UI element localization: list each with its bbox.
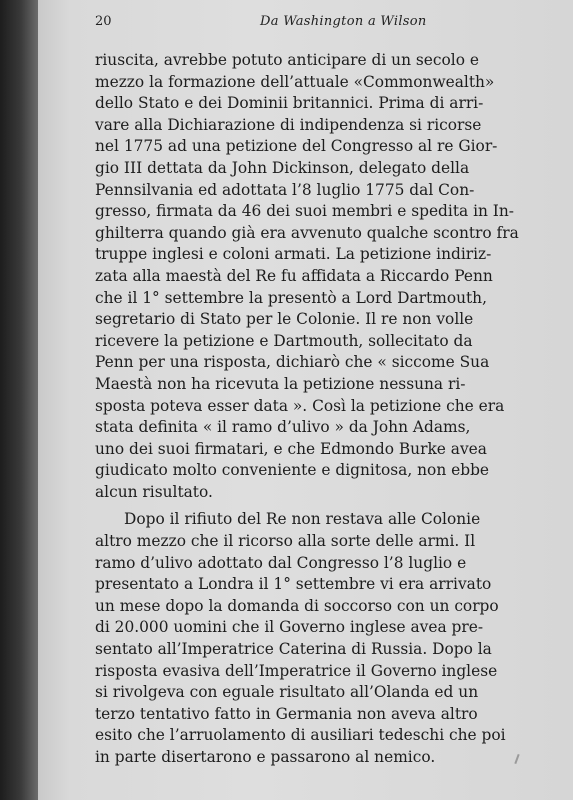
text-line: gresso, firmata da 46 dei suoi membri e spedita in In- — [95, 202, 514, 221]
text-line: vare alla Dichiarazione di indipendenza si ricorse — [95, 115, 482, 134]
text-line: stata definita « il ramo d’ulivo » da John Adams, — [95, 418, 471, 437]
text-line: dello Stato e dei Dominii britannici. Prima di arri- — [95, 94, 484, 113]
text-line: nel 1775 ad una petizione del Congresso al re Gior- — [95, 137, 498, 156]
page-number: 20 — [95, 14, 112, 29]
paragraph-1 — [95, 50, 535, 503]
text-line: risposta evasiva dell’Imperatrice il Governo inglese — [95, 661, 498, 680]
text-line: terzo tentativo fatto in Germania non aveva altro — [95, 704, 478, 723]
body-text — [95, 50, 535, 769]
text-line: sentato all’Imperatrice Caterina di Russia. Dopo la — [95, 640, 492, 659]
text-line: segretario di Stato per le Colonie. Il re non volle — [95, 310, 474, 329]
text-line: zata alla maestà del Re fu affidata a Riccardo Penn — [95, 266, 493, 285]
text-line: esito che l’arruolamento di ausiliari tedeschi che poi — [95, 726, 506, 745]
text-line: un mese dopo la domanda di soccorso con un corpo — [95, 596, 499, 615]
text-line: Maestà non ha ricevuta la petizione nessuna ri- — [95, 374, 466, 393]
text-line: giudicato molto conveniente e dignitosa, non ebbe — [95, 461, 490, 480]
text-line: Pennsilvania ed adottata l’8 luglio 1775 dal Con- — [95, 180, 475, 199]
text-line: presentato a Londra il 1° settembre vi era arrivato — [95, 575, 492, 594]
text-line: riuscita, avrebbe potuto anticipare di un secolo e — [95, 51, 479, 69]
running-title: Da Washington a Wilson — [260, 14, 427, 29]
text-line: mezzo la formazione dell’attuale «Commonwealth» — [95, 72, 495, 91]
text-line: ramo d’ulivo adottato dal Congresso l’8 luglio e — [95, 553, 467, 572]
text-line: truppe inglesi e coloni armati. La petizione indiriz- — [95, 245, 492, 264]
page-header — [95, 14, 523, 34]
text-line: ghilterra quando già era avvenuto qualche scontro fra — [95, 223, 519, 242]
text-line: Penn per una risposta, dichiarò che « siccome Sua — [95, 353, 490, 372]
paragraph-2 — [95, 509, 535, 768]
text-line: sposta poteva esser data ». Così la petizione che era — [95, 396, 505, 415]
text-line: che il 1° settembre la presentò a Lord Dartmouth, — [95, 288, 487, 307]
text-line: in parte disertarono e passarono al nemico. — [95, 748, 436, 766]
text-line: alcun risultato. — [95, 482, 213, 501]
text-line: di 20.000 uomini che il Governo inglese avea pre- — [95, 618, 484, 637]
text-line: altro mezzo che il ricorso alla sorte delle armi. Il — [95, 532, 476, 551]
text-line: uno dei suoi firmatari, e che Edmondo Burke avea — [95, 439, 487, 458]
text-line: si rivolgeva con eguale risultato all’Olanda ed un — [95, 683, 479, 702]
text-line: gio III dettata da John Dickinson, delegato della — [95, 158, 470, 177]
book-gutter — [0, 0, 38, 800]
text-line: ricevere la petizione e Dartmouth, sollecitato da — [95, 331, 473, 350]
text-line: Dopo il rifiuto del Re non restava alle Colonie — [124, 510, 481, 529]
